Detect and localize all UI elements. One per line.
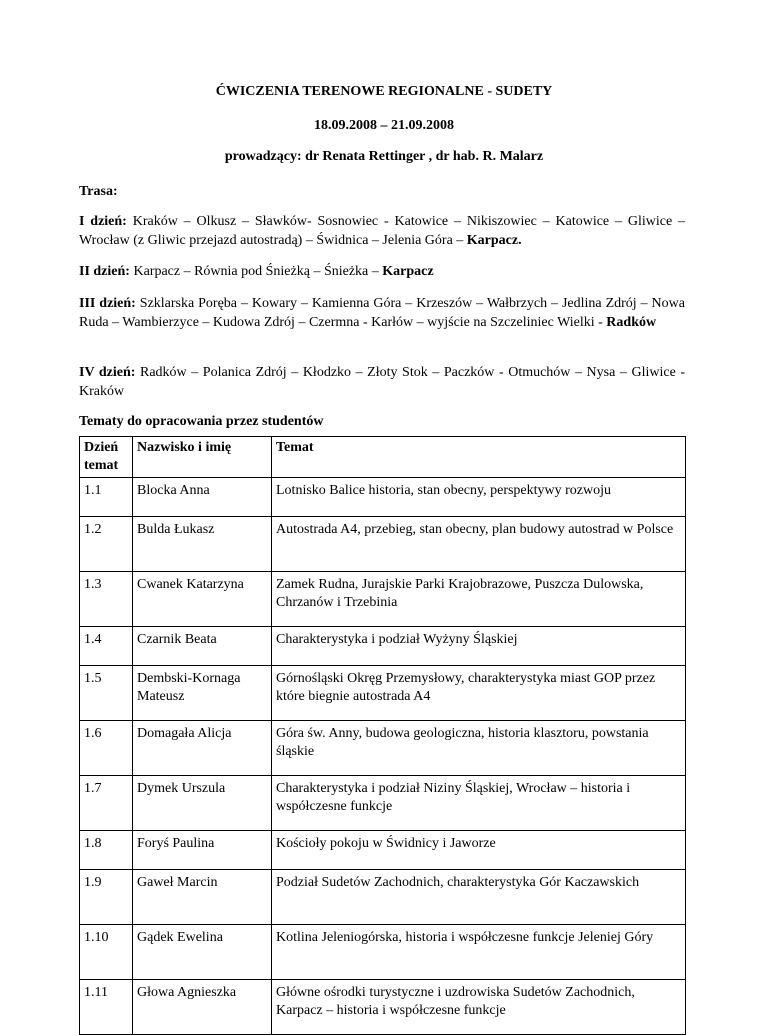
table-header-row (80, 437, 686, 478)
column-header-day: Dzień temat (80, 437, 133, 478)
table-row (80, 776, 686, 831)
table-row (80, 980, 686, 1035)
day-label: IV dzień: (79, 365, 136, 380)
table-row (80, 721, 686, 776)
route-day-4 (79, 363, 685, 401)
table-row (80, 870, 686, 925)
student-name: Bulda Łukasz (133, 517, 272, 572)
row-number: 1.11 (80, 980, 133, 1035)
document-title: ĆWICZENIA TERENOWE REGIONALNE - SUDETY (215, 84, 553, 99)
date-range: 18.09.2008 – 21.09.2008 (314, 118, 454, 133)
table-row (80, 517, 686, 572)
topic-text: Autostrada A4, przebieg, stan obecny, plan budowy autostrad w Polsce (272, 517, 686, 572)
topic-text: Góra św. Anny, budowa geologiczna, historia klasztoru, powstania śląskie (272, 721, 686, 776)
row-number: 1.10 (80, 925, 133, 980)
route-day-1 (79, 212, 685, 250)
topic-text: Zamek Rudna, Jurajskie Parki Krajobrazowe, Puszcza Dulowska, Chrzanów i Trzebinia (272, 572, 686, 627)
table-row (80, 627, 686, 666)
day-label: III dzień: (79, 296, 136, 311)
topic-text: Podział Sudetów Zachodnich, charakterystyka Gór Kaczawskich (272, 870, 686, 925)
day-destination: Radków (606, 315, 657, 330)
column-header-topic: Temat (272, 437, 686, 478)
lecturers-line: prowadzący: dr Renata Rettinger , dr hab. R. Malarz (224, 149, 544, 164)
day-route: Szklarska Poręba – Kowary – Kamienna Góra – Krzeszów – Wałbrzych – Jedlina Zdrój – Nowa Ruda – Wambierzyce – Kudowa Zdrój – Czermna - Karłów – wyjście na Szczeliniec Wielki - (79, 296, 685, 330)
student-name: Czarnik Beata (133, 627, 272, 666)
row-number: 1.6 (80, 721, 133, 776)
student-name: Głowa Agnieszka (133, 980, 272, 1035)
topics-table (79, 436, 686, 1035)
table-row (80, 831, 686, 870)
student-name: Dembski-Kornaga Mateusz (133, 666, 272, 721)
day-route: Karpacz – Równia pod Śnieżką – Śnieżka – (129, 264, 383, 279)
table-row (80, 666, 686, 721)
student-name: Gaweł Marcin (133, 870, 272, 925)
student-name: Dymek Urszula (133, 776, 272, 831)
day-route: Radków – Polanica Zdrój – Kłodzko – Złoty Stok – Paczków - Otmuchów – Nysa – Gliwice - Kraków (79, 365, 686, 399)
topic-text: Górnośląski Okręg Przemysłowy, charakterystyka miast GOP przez które biegnie autostrada A4 (272, 666, 686, 721)
topic-text: Kościoły pokoju w Świdnicy i Jaworze (272, 831, 686, 870)
row-number: 1.5 (80, 666, 133, 721)
day-destination: Karpacz. (466, 233, 522, 248)
row-number: 1.2 (80, 517, 133, 572)
table-row (80, 925, 686, 980)
route-heading: Trasa: (79, 184, 118, 199)
table-row (80, 572, 686, 627)
day-destination: Karpacz (382, 264, 434, 279)
day-label: I dzień: (79, 214, 127, 229)
day-label: II dzień: (79, 264, 130, 279)
topic-text: Kotlina Jeleniogórska, historia i współczesne funkcje Jeleniej Góry (272, 925, 686, 980)
row-number: 1.4 (80, 627, 133, 666)
row-number: 1.3 (80, 572, 133, 627)
student-name: Domagała Alicja (133, 721, 272, 776)
topic-text: Główne ośrodki turystyczne i uzdrowiska Sudetów Zachodnich, Karpacz – historia i współczesne funkcje (272, 980, 686, 1035)
row-number: 1.9 (80, 870, 133, 925)
student-name: Blocka Anna (133, 478, 272, 517)
topic-text: Charakterystyka i podział Niziny Śląskiej, Wrocław – historia i współczesne funkcje (272, 776, 686, 831)
student-name: Foryś Paulina (133, 831, 272, 870)
route-day-3 (79, 294, 685, 332)
topic-text: Lotnisko Balice historia, stan obecny, perspektywy rozwoju (272, 478, 686, 517)
row-number: 1.1 (80, 478, 133, 517)
topic-text: Charakterystyka i podział Wyżyny Śląskiej (272, 627, 686, 666)
row-number: 1.7 (80, 776, 133, 831)
day-route: Kraków – Olkusz – Sławków- Sosnowiec - Katowice – Nikiszowiec – Katowice – Gliwice – Wrocław (z Gliwic przejazd autostradą) – Świdnica – Jelenia Góra – (79, 214, 686, 248)
route-day-2 (79, 262, 685, 281)
table-row (80, 478, 686, 517)
student-name: Gądek Ewelina (133, 925, 272, 980)
row-number: 1.8 (80, 831, 133, 870)
student-name: Cwanek Katarzyna (133, 572, 272, 627)
topics-heading: Tematy do opracowania przez studentów (79, 414, 324, 429)
column-header-name: Nazwisko i imię (133, 437, 272, 478)
